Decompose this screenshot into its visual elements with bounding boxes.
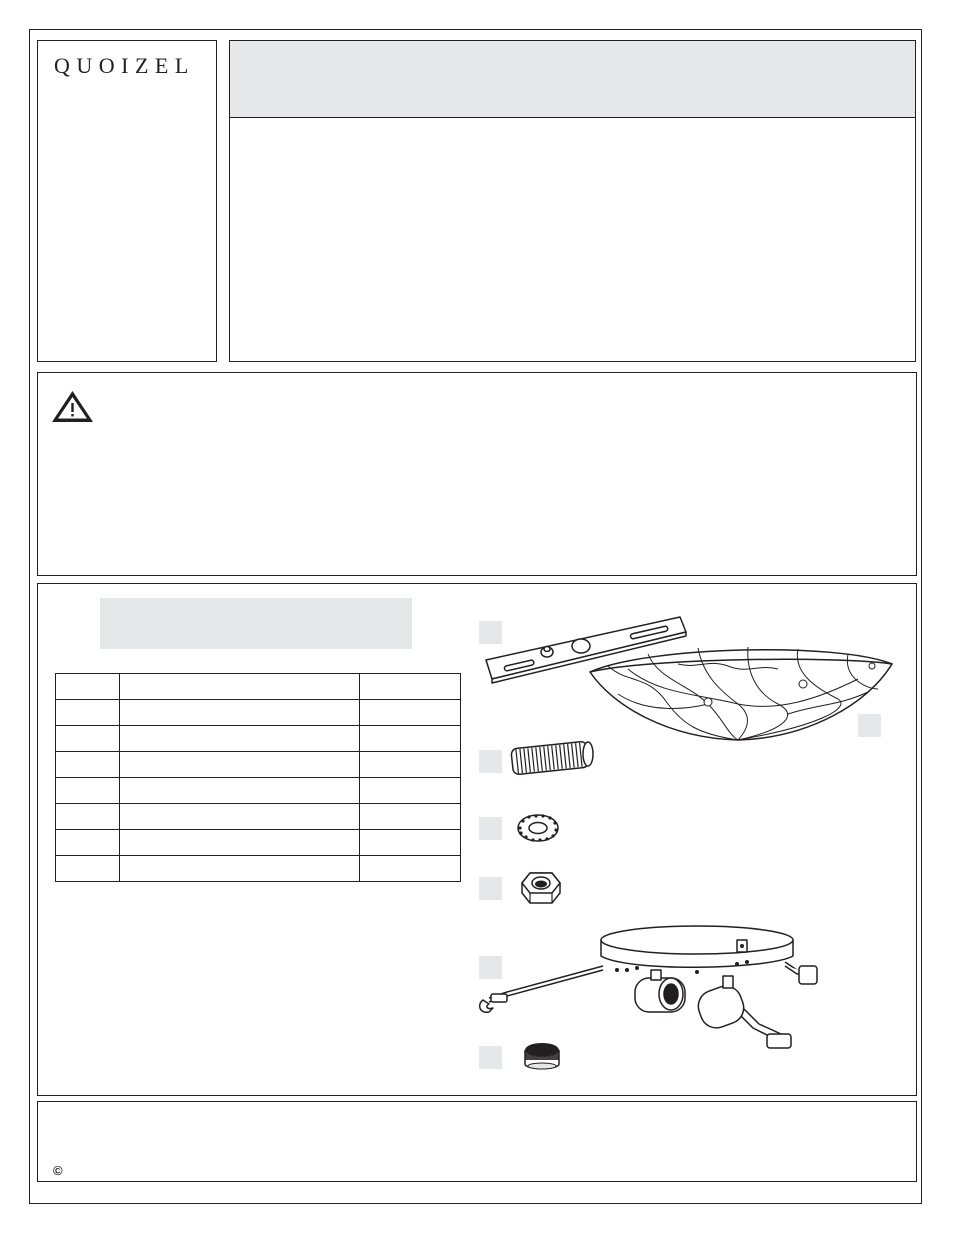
table-cell (120, 830, 360, 856)
table-cell (56, 700, 120, 726)
table-cell (120, 726, 360, 752)
table-cell (360, 804, 461, 830)
warning-triangle-icon (51, 390, 94, 423)
part-tag-hex-nut (479, 877, 502, 900)
table-row (56, 778, 461, 804)
parts-table (55, 673, 461, 882)
table-cell (56, 752, 120, 778)
table-cell (120, 778, 360, 804)
lock-washer-drawing (514, 811, 562, 845)
table-cell (120, 752, 360, 778)
footer-panel (37, 1101, 917, 1182)
table-row (56, 700, 461, 726)
table-row (56, 726, 461, 752)
table-cell (120, 700, 360, 726)
table-cell (360, 778, 461, 804)
threaded-pipe-drawing (508, 741, 594, 775)
title-panel (229, 40, 916, 362)
logo-panel (37, 40, 217, 362)
parts-list-heading (100, 598, 412, 649)
table-cell (56, 674, 120, 700)
table-cell (120, 674, 360, 700)
table-cell (56, 830, 120, 856)
table-cell (120, 856, 360, 882)
warning-panel (37, 372, 917, 576)
table-cell (360, 830, 461, 856)
table-cell (56, 804, 120, 830)
table-cell (360, 752, 461, 778)
knurled-cap-drawing (521, 1038, 563, 1072)
table-cell (120, 804, 360, 830)
table-cell (360, 700, 461, 726)
copyright-symbol: © (53, 1163, 63, 1178)
brand-logo: QUOIZEL (54, 53, 195, 78)
part-tag-threaded-pipe (479, 750, 502, 773)
table-cell (360, 674, 461, 700)
table-row (56, 804, 461, 830)
title-header-band (230, 41, 915, 118)
glass-shade-drawing (588, 644, 894, 742)
table-row (56, 674, 461, 700)
table-row (56, 752, 461, 778)
table-row (56, 856, 461, 882)
table-cell (360, 726, 461, 752)
table-cell (360, 856, 461, 882)
table-row (56, 830, 461, 856)
part-tag-lock-washer (479, 817, 502, 840)
hex-nut-drawing (516, 867, 566, 911)
table-cell (56, 778, 120, 804)
table-cell (56, 856, 120, 882)
table-cell (56, 726, 120, 752)
